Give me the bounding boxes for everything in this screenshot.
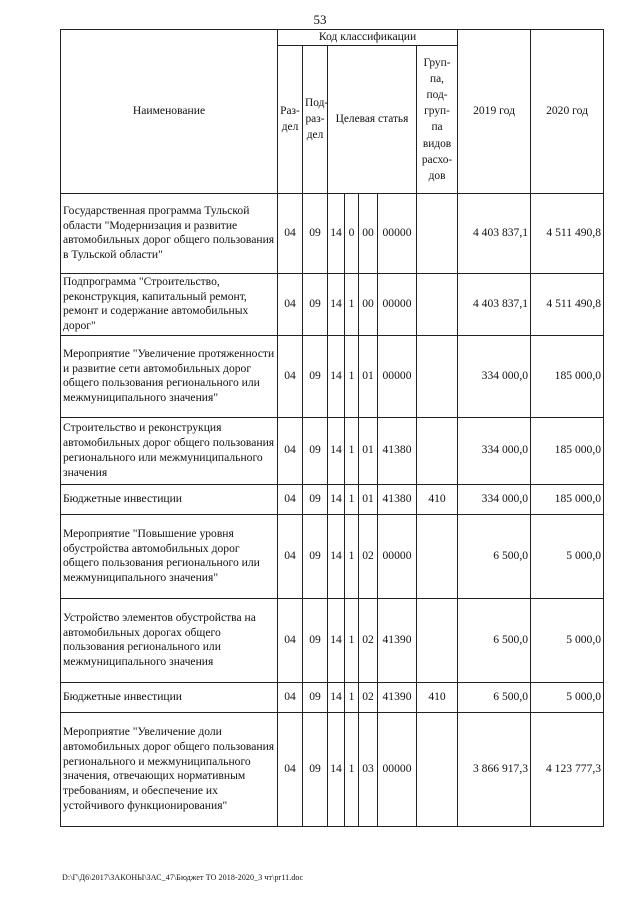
row-amount-2019: 334 000,0 [458, 484, 531, 514]
row-podrazdel: 09 [303, 682, 328, 712]
table-row [61, 598, 604, 682]
row-target-direction: 00000 [378, 712, 417, 826]
header-2020: 2020 год [531, 30, 604, 194]
row-expense-group [417, 417, 458, 484]
row-expense-group: 410 [417, 484, 458, 514]
row-target-direction: 41390 [378, 598, 417, 682]
row-podrazdel: 09 [303, 335, 328, 417]
header-group: Груп-па, под-груп-па видов расхо-дов [417, 45, 458, 193]
row-target-program: 14 [328, 514, 345, 598]
row-podrazdel: 09 [303, 273, 328, 335]
row-razdel: 04 [278, 712, 303, 826]
row-target-program: 14 [328, 273, 345, 335]
row-target-direction: 41390 [378, 682, 417, 712]
row-amount-2020: 5 000,0 [531, 682, 604, 712]
row-amount-2020: 185 000,0 [531, 335, 604, 417]
header-subsection: Под-раз-дел [303, 45, 328, 193]
row-name: Мероприятие "Увеличение протяженности и развитие сети автомобильных дорог общего пользования регионального или межмуниципального значения" [61, 335, 278, 417]
row-razdel: 04 [278, 598, 303, 682]
row-target-direction: 41380 [378, 484, 417, 514]
row-expense-group [417, 514, 458, 598]
row-target-subprogram: 1 [345, 682, 359, 712]
row-amount-2020: 5 000,0 [531, 598, 604, 682]
row-expense-group: 410 [417, 682, 458, 712]
table-row [61, 335, 604, 417]
row-podrazdel: 09 [303, 514, 328, 598]
row-razdel: 04 [278, 273, 303, 335]
table-row [61, 514, 604, 598]
row-amount-2019: 6 500,0 [458, 598, 531, 682]
row-target-program: 14 [328, 484, 345, 514]
row-name: Мероприятие "Увеличение доли автомобильных дорог общего пользования регионального и межмуниципального значения, отвечающих нормативным требованиям, и обеспечение их устойчивого функционирования" [61, 712, 278, 826]
header-name: Наименование [61, 30, 278, 194]
row-amount-2019: 3 866 917,3 [458, 712, 531, 826]
row-target-direction: 00000 [378, 273, 417, 335]
row-target-direction: 41380 [378, 417, 417, 484]
row-expense-group [417, 335, 458, 417]
row-razdel: 04 [278, 193, 303, 273]
row-target-activity: 01 [359, 484, 378, 514]
row-target-subprogram: 1 [345, 712, 359, 826]
row-target-subprogram: 1 [345, 335, 359, 417]
row-target-program: 14 [328, 193, 345, 273]
row-amount-2019: 334 000,0 [458, 417, 531, 484]
row-target-activity: 00 [359, 273, 378, 335]
table-row [61, 484, 604, 514]
row-target-subprogram: 1 [345, 273, 359, 335]
row-target-program: 14 [328, 335, 345, 417]
row-razdel: 04 [278, 335, 303, 417]
row-expense-group [417, 273, 458, 335]
row-name: Мероприятие "Повышение уровня обустройства автомобильных дорог общего пользования регионального или межмуниципального значения" [61, 514, 278, 598]
row-target-activity: 03 [359, 712, 378, 826]
row-name: Государственная программа Тульской области "Модернизация и развитие автомобильных дорог общего пользования в Тульской области" [61, 193, 278, 273]
file-path-footer: D:\Г\Д6\2017\ЗАКОНЫ\ЗАС_47\Бюджет ТО 2018-2020_3 чт\pr11.doc [62, 873, 304, 882]
row-razdel: 04 [278, 514, 303, 598]
row-target-subprogram: 0 [345, 193, 359, 273]
row-name: Устройство элементов обустройства на автомобильных дорогах общего пользования регионального или межмуниципального значения [61, 598, 278, 682]
row-razdel: 04 [278, 484, 303, 514]
row-name: Бюджетные инвестиции [61, 682, 278, 712]
row-target-subprogram: 1 [345, 484, 359, 514]
header-2019: 2019 год [458, 30, 531, 194]
row-target-direction: 00000 [378, 514, 417, 598]
row-amount-2020: 4 123 777,3 [531, 712, 604, 826]
row-expense-group [417, 193, 458, 273]
row-target-program: 14 [328, 712, 345, 826]
row-target-program: 14 [328, 598, 345, 682]
row-razdel: 04 [278, 682, 303, 712]
table-row [61, 682, 604, 712]
row-amount-2020: 185 000,0 [531, 484, 604, 514]
row-podrazdel: 09 [303, 712, 328, 826]
row-target-direction: 00000 [378, 335, 417, 417]
row-podrazdel: 09 [303, 193, 328, 273]
row-target-subprogram: 1 [345, 417, 359, 484]
header-code: Код классификации [278, 30, 458, 46]
row-expense-group [417, 712, 458, 826]
row-expense-group [417, 598, 458, 682]
row-podrazdel: 09 [303, 417, 328, 484]
table-row [61, 193, 604, 273]
row-target-program: 14 [328, 417, 345, 484]
row-target-subprogram: 1 [345, 598, 359, 682]
row-target-subprogram: 1 [345, 514, 359, 598]
row-amount-2020: 4 511 490,8 [531, 193, 604, 273]
row-target-activity: 02 [359, 514, 378, 598]
row-amount-2020: 5 000,0 [531, 514, 604, 598]
row-amount-2020: 185 000,0 [531, 417, 604, 484]
budget-table [60, 29, 604, 827]
row-podrazdel: 09 [303, 598, 328, 682]
page-number: 53 [313, 12, 327, 27]
table-row [61, 712, 604, 826]
header-target-article: Целевая статья [328, 45, 417, 193]
budget-rows [61, 193, 604, 826]
header-section: Раз-дел [278, 45, 303, 193]
row-amount-2019: 4 403 837,1 [458, 273, 531, 335]
row-name: Бюджетные инвестиции [61, 484, 278, 514]
row-amount-2019: 334 000,0 [458, 335, 531, 417]
row-target-program: 14 [328, 682, 345, 712]
table-row [61, 417, 604, 484]
row-amount-2019: 4 403 837,1 [458, 193, 531, 273]
row-amount-2020: 4 511 490,8 [531, 273, 604, 335]
row-name: Строительство и реконструкция автомобильных дорог общего пользования регионального или межмуниципального значения [61, 417, 278, 484]
row-razdel: 04 [278, 417, 303, 484]
row-target-activity: 01 [359, 417, 378, 484]
row-amount-2019: 6 500,0 [458, 682, 531, 712]
row-amount-2019: 6 500,0 [458, 514, 531, 598]
row-target-activity: 02 [359, 682, 378, 712]
table-row [61, 273, 604, 335]
row-name: Подпрограмма "Строительство, реконструкция, капитальный ремонт, ремонт и содержание автомобильных дорог" [61, 273, 278, 335]
row-target-activity: 00 [359, 193, 378, 273]
row-target-direction: 00000 [378, 193, 417, 273]
row-target-activity: 01 [359, 335, 378, 417]
row-podrazdel: 09 [303, 484, 328, 514]
row-target-activity: 02 [359, 598, 378, 682]
